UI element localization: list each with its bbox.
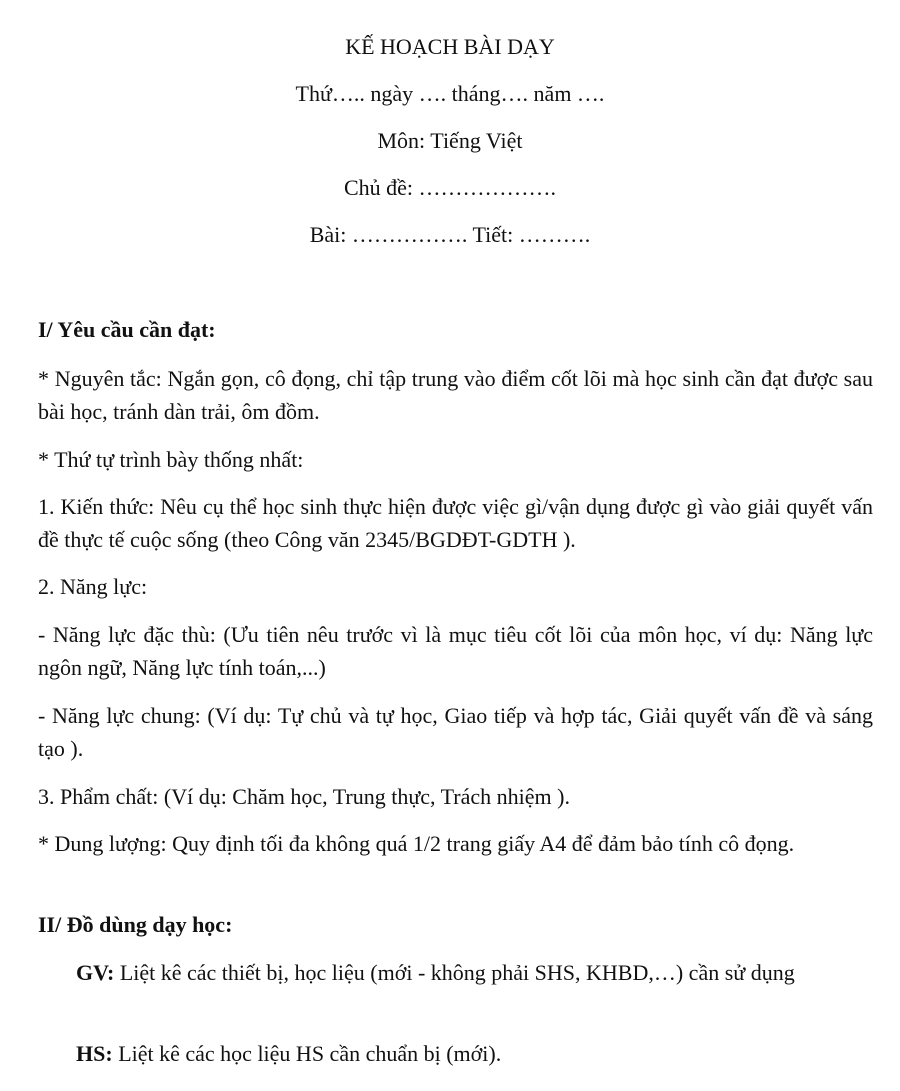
knowledge-paragraph: 1. Kiến thức: Nêu cụ thể học sinh thực hiện được việc gì/vận dụng được gì vào giải quyết vấn đề thực tế cuộc sống (theo Công văn 2345/BGDĐT-GDTH ).: [38, 494, 873, 552]
subject-line: Môn: Tiếng Việt: [377, 128, 523, 153]
competence-general-paragraph: - Năng lực chung: (Ví dụ: Tự chủ và tự học, Giao tiếp và hợp tác, Giải quyết vấn đề và sáng tạo ).: [38, 703, 873, 761]
gv-label: GV:: [76, 960, 115, 985]
topic-line: Chủ đề: ……………….: [343, 175, 557, 200]
principle-paragraph: * Nguyên tắc: Ngắn gọn, cô đọng, chỉ tập trung vào điểm cốt lõi mà học sinh cần đạt được sau bài học, tránh dàn trải, ôm đồm.: [38, 366, 873, 424]
gv-paragraph: [38, 956, 873, 989]
date-line: Thứ….. ngày …. tháng…. năm ….: [295, 81, 605, 106]
hs-label: HS:: [76, 1041, 113, 1066]
lesson-line: Bài: ……………. Tiết: ……….: [309, 222, 591, 247]
qualities-paragraph: 3. Phẩm chất: (Ví dụ: Chăm học, Trung thực, Trách nhiệm ).: [38, 784, 570, 809]
competence-heading: 2. Năng lực:: [38, 574, 148, 599]
gv-text: Liệt kê các thiết bị, học liệu (mới - không phải SHS, KHBD,…) cần sử dụng: [114, 960, 795, 985]
document-title: KẾ HOẠCH BÀI DẠY: [345, 34, 555, 59]
section2-heading: II/ Đồ dùng dạy học:: [38, 912, 233, 937]
competence-specific-paragraph: - Năng lực đặc thù: (Ưu tiên nêu trước vì là mục tiêu cốt lõi của môn học, ví dụ: Năng lực ngôn ngữ, Năng lực tính toán,...): [38, 622, 873, 680]
hs-paragraph: [38, 1037, 873, 1070]
order-paragraph: * Thứ tự trình bày thống nhất:: [38, 447, 304, 472]
hs-text: Liệt kê các học liệu HS cần chuẩn bị (mới).: [112, 1041, 502, 1066]
volume-paragraph: * Dung lượng: Quy định tối đa không quá 1/2 trang giấy A4 để đảm bảo tính cô đọng.: [38, 831, 795, 856]
section1-heading: I/ Yêu cầu cần đạt:: [38, 317, 216, 342]
